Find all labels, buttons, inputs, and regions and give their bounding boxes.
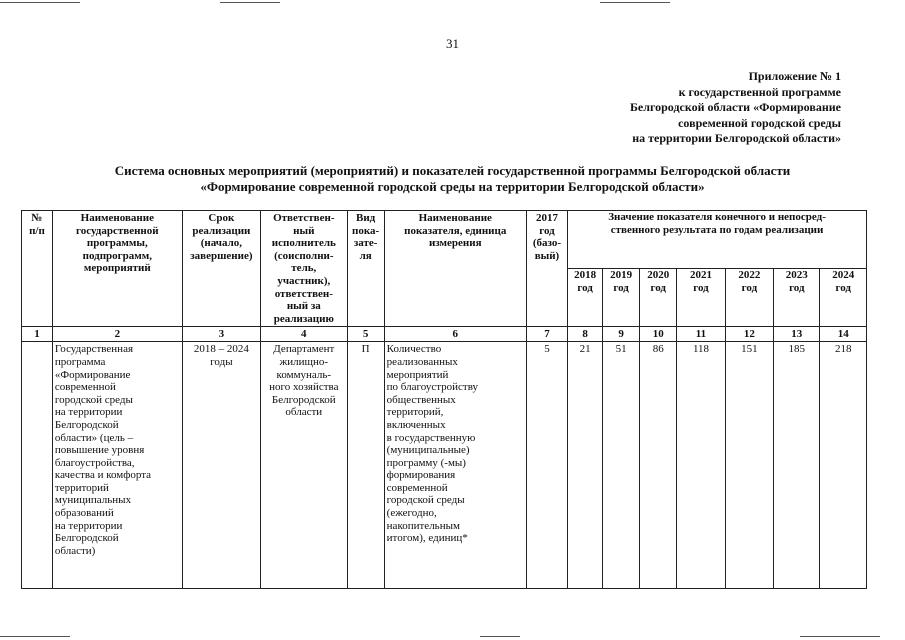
text-line: измерения — [428, 237, 482, 250]
header-year — [568, 269, 603, 327]
header-num — [22, 211, 53, 327]
header-period — [182, 211, 260, 327]
header-executor — [261, 211, 348, 327]
appendix-line: современной городской среды — [678, 115, 841, 130]
cell-year-value: 118 — [677, 342, 725, 589]
column-number: 10 — [640, 327, 677, 342]
scan-edge-line — [0, 2, 80, 3]
cell-indicator-name — [384, 342, 526, 589]
text-line: (ежегодно, — [386, 507, 437, 520]
text-line: мероприятий — [386, 368, 449, 381]
header-year — [820, 269, 867, 327]
text-line: Государственная — [54, 343, 134, 356]
column-number-row — [22, 327, 867, 342]
header-indicator — [384, 211, 526, 327]
text-line: год — [789, 281, 805, 294]
text-line: общественных — [386, 393, 456, 406]
text-line: 2023 — [785, 269, 808, 282]
appendix-line: на территории Белгородской области» — [632, 131, 841, 145]
text-line: год — [613, 281, 629, 294]
cell-year-value: 218 — [820, 342, 867, 589]
scan-edge-line — [480, 636, 520, 637]
text-line: государственной — [76, 224, 159, 237]
text-line: программы, — [86, 237, 148, 250]
text-line: формирования — [386, 469, 456, 482]
indicators-table — [21, 210, 867, 589]
text-line: пока- — [352, 224, 380, 237]
scan-edge-line — [220, 2, 280, 3]
text-line: ля — [359, 249, 372, 262]
column-number: 5 — [347, 327, 384, 342]
cell-executor — [261, 342, 348, 589]
cell-program-name — [52, 342, 182, 589]
text-line: жилищно- — [279, 355, 328, 368]
text-line: подпрограмм, — [82, 249, 153, 262]
text-line: годы — [210, 355, 233, 368]
text-line: программу (-мы) — [386, 456, 466, 469]
table-row — [22, 342, 867, 589]
cell-year-value: 51 — [603, 342, 640, 589]
header-kind — [347, 211, 384, 327]
column-number: 8 — [568, 327, 603, 342]
text-line: мероприятий — [83, 262, 151, 275]
column-number: 2 — [52, 327, 182, 342]
text-line: год — [650, 281, 666, 294]
text-line: Вид — [356, 212, 376, 224]
appendix-line: Белгородской области «Формирование — [629, 100, 841, 114]
text-line: участник), — [277, 274, 331, 287]
text-line: накопительным — [386, 519, 460, 532]
column-number: 14 — [820, 327, 867, 342]
text-line: Значение показателя конечного и непосред- — [608, 211, 826, 223]
text-line: Наименование — [418, 212, 492, 224]
text-line: 2020 — [647, 269, 670, 282]
header-year — [774, 269, 820, 327]
text-line: 2022 — [738, 269, 761, 282]
text-line: Количество — [386, 343, 442, 356]
text-line: Департамент — [273, 343, 335, 356]
text-line: 2024 — [832, 269, 855, 282]
header-year — [677, 269, 725, 327]
text-line: территорий — [54, 481, 109, 494]
text-line: качества и комфорта — [54, 469, 152, 482]
text-line: ственного результата по годам реализации — [610, 223, 824, 236]
cell-indicator-kind: П — [347, 342, 384, 589]
column-number: 4 — [261, 327, 348, 342]
column-number: 1 — [22, 327, 53, 342]
text-line: № — [31, 212, 43, 224]
text-line: области — [285, 406, 323, 419]
text-line: год — [577, 281, 593, 294]
column-number: 7 — [526, 327, 567, 342]
text-line: «Формирование — [54, 368, 131, 381]
text-line: на территории — [54, 406, 123, 419]
cell-year-value: 86 — [640, 342, 677, 589]
header-year — [640, 269, 677, 327]
text-line: повышение уровня — [54, 444, 145, 457]
text-line: коммуналь- — [276, 368, 332, 381]
text-line: муниципальных — [54, 494, 132, 507]
text-line: реализации — [192, 224, 251, 237]
text-line: 2018 – 2024 — [193, 343, 249, 356]
column-number: 9 — [603, 327, 640, 342]
cell-year-value: 151 — [725, 342, 773, 589]
text-line: ный за — [286, 300, 321, 313]
text-line: благоустройства, — [54, 456, 135, 469]
text-line: Белгородской — [54, 418, 119, 431]
text-line: тель, — [291, 262, 317, 275]
header-year — [725, 269, 773, 327]
text-line: год — [741, 281, 758, 294]
header-row — [22, 211, 867, 269]
text-line: реализацию — [273, 312, 334, 325]
scan-edge-line — [600, 2, 670, 3]
cell-period — [182, 342, 260, 589]
column-number: 6 — [384, 327, 526, 342]
cell-num — [22, 342, 53, 589]
appendix-block — [630, 69, 841, 147]
title-line: Система основных мероприятий (мероприятий) и показателей государственной программы Белгородской области — [114, 163, 791, 178]
text-line: Белгородской — [54, 532, 119, 545]
scan-edge-line — [0, 636, 70, 637]
text-line: на территории — [54, 519, 123, 532]
text-line: п/п — [29, 224, 45, 237]
text-line: вый) — [534, 249, 560, 262]
text-line: городской среды — [386, 494, 465, 507]
text-line: в государственную — [386, 431, 476, 444]
appendix-line: Приложение № 1 — [748, 69, 841, 83]
text-line: Наименование — [80, 212, 154, 224]
text-line: ного хозяйства — [269, 381, 339, 394]
text-line: по благоустройству — [386, 381, 479, 394]
text-line: 2018 — [574, 269, 597, 282]
text-line: области) — [54, 544, 96, 557]
text-line: (базо- — [532, 237, 562, 250]
text-line: программа — [54, 355, 106, 368]
page-number: 31 — [446, 36, 459, 51]
text-line: исполнитель — [271, 237, 336, 250]
header-values-group — [568, 211, 867, 269]
text-line: городской среды — [54, 393, 133, 406]
text-line: Белгородской — [271, 393, 336, 406]
document-title — [40, 163, 865, 195]
text-line: год — [693, 281, 709, 294]
cell-year-value: 185 — [774, 342, 820, 589]
column-number: 11 — [677, 327, 725, 342]
text-line: ный — [293, 224, 315, 237]
text-line: 2019 — [610, 269, 633, 282]
text-line: реализованных — [386, 355, 458, 368]
text-line: ответствен- — [274, 287, 333, 300]
text-line: показателя, единица — [404, 224, 507, 237]
text-line: 2021 — [689, 269, 712, 282]
text-line: области» (цель – — [54, 431, 134, 444]
text-line: (муниципальные) — [386, 444, 470, 457]
text-line: завершение) — [190, 249, 253, 262]
text-line: зате- — [353, 237, 378, 250]
header-year — [603, 269, 640, 327]
text-line: 2017 — [535, 212, 558, 224]
header-name — [52, 211, 182, 327]
text-line: образований — [54, 507, 114, 520]
column-number: 13 — [774, 327, 820, 342]
text-line: (соисполни- — [274, 249, 334, 262]
header-base-year — [526, 211, 567, 327]
text-line: год — [539, 224, 555, 237]
appendix-line: к государственной программе — [678, 84, 841, 99]
text-line: (начало, — [200, 237, 243, 250]
column-number: 3 — [182, 327, 260, 342]
cell-base-value: 5 — [526, 342, 567, 589]
title-line: «Формирование современной городской среды на территории Белгородской области» — [200, 179, 705, 194]
text-line: Ответствен- — [273, 212, 335, 224]
text-line: современной — [54, 381, 116, 394]
cell-year-value: 21 — [568, 342, 603, 589]
text-line: современной — [386, 481, 448, 494]
text-line: итогом), единиц* — [386, 532, 468, 545]
column-number: 12 — [725, 327, 773, 342]
text-line: территорий, — [386, 406, 444, 419]
scan-edge-line — [800, 636, 880, 637]
text-line: год — [835, 281, 851, 294]
text-line: Срок — [208, 212, 235, 224]
text-line: включенных — [386, 418, 446, 431]
